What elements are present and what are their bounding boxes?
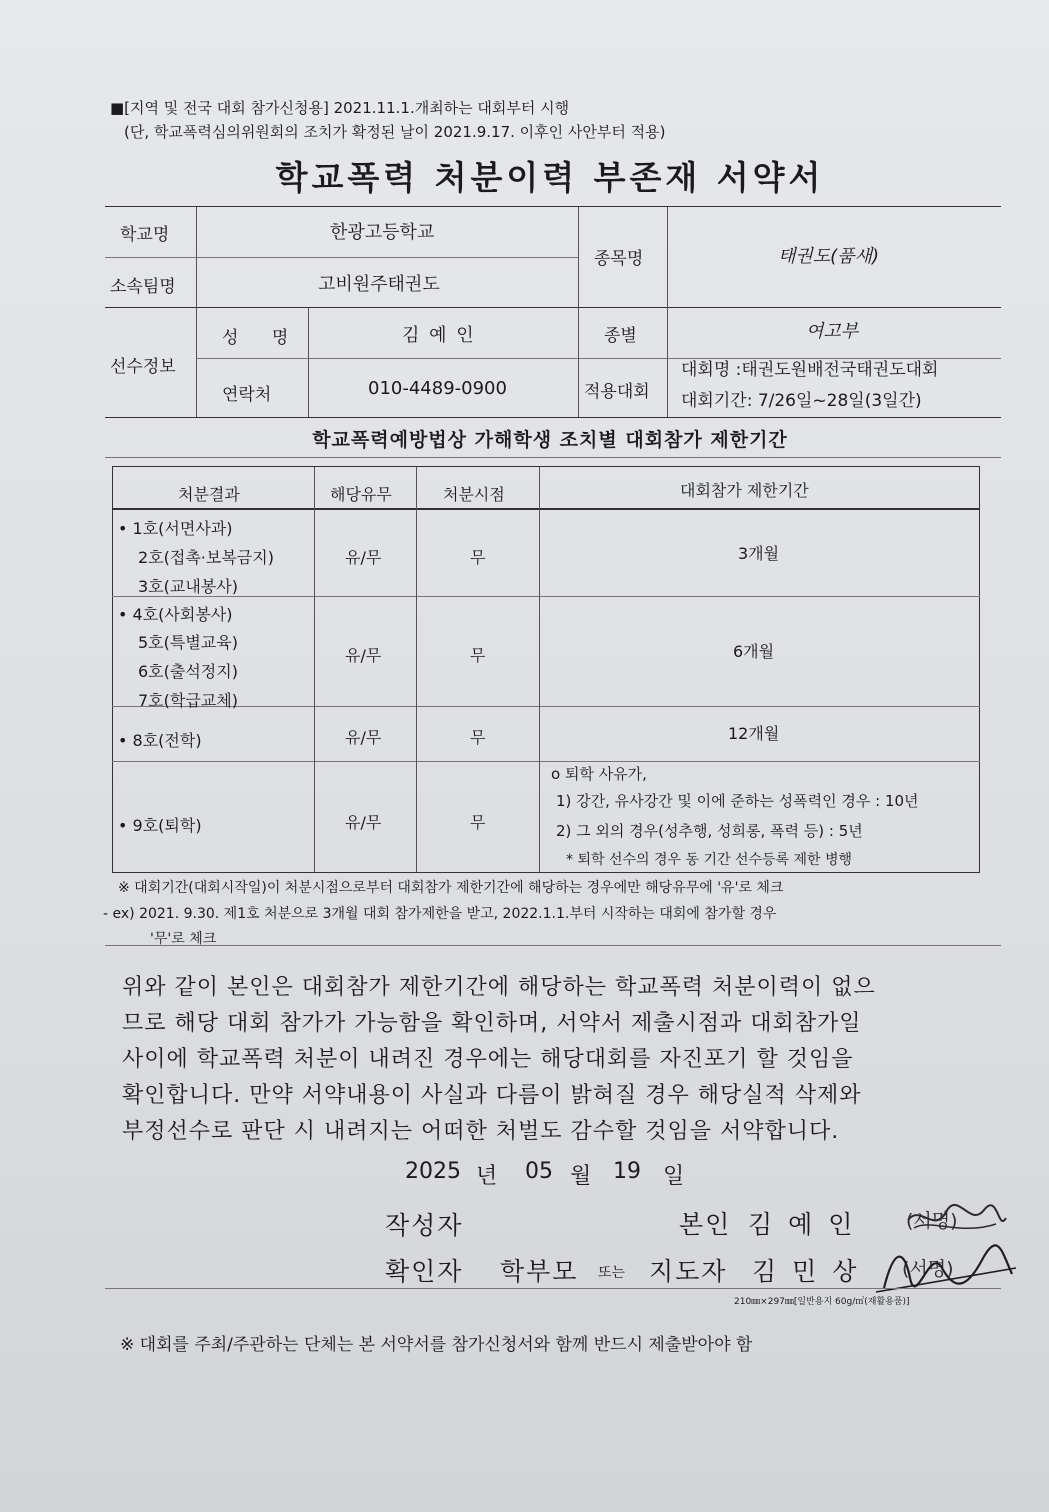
note-line-1: ※ 대회기간(대회시작일)이 처분시점으로부터 대회참가 제한기간에 해당하는 경우에만 해당유무에 '유'로 체크 xyxy=(118,880,784,896)
header-applicable: 해당유무 xyxy=(330,485,392,504)
confirmer-role-coach: 지도자 xyxy=(649,1257,728,1286)
writer-seal: (서명) xyxy=(906,1210,958,1232)
info-col-divider-1 xyxy=(196,207,197,417)
row4-period-line-2: 1) 강간, 유사강간 및 이에 준하는 성폭력인 경우 : 10년 xyxy=(556,792,919,810)
row2-result-2: 5호(특별교육) xyxy=(138,633,238,652)
pledge-line-5: 부정선수로 판단 시 내려지는 어떠한 처벌도 감수할 것임을 서약합니다. xyxy=(122,1119,840,1144)
player-name-value: 김 예 인 xyxy=(402,325,476,346)
signature-divider xyxy=(105,1288,1001,1289)
category-label: 종별 xyxy=(604,326,637,346)
row1-result-2: 2호(접촉·보복금지) xyxy=(138,548,274,567)
restriction-table xyxy=(112,466,980,873)
restriction-title: 학교폭력예방법상 가해학생 조치별 대회참가 제한기간 xyxy=(312,429,788,451)
table-header-divider xyxy=(112,508,980,510)
event-name-label: 종목명 xyxy=(594,249,644,269)
date-month-unit: 월 xyxy=(570,1164,592,1189)
contact-value: 010-4489-0900 xyxy=(368,378,507,399)
writer-signature-scribble xyxy=(900,1198,1010,1242)
contact-label: 연락처 xyxy=(222,385,272,405)
info-top-border xyxy=(105,206,1001,207)
row4-result-1: • 9호(퇴학) xyxy=(118,816,202,835)
info-col-divider-3 xyxy=(578,207,579,417)
table-col-divider-1 xyxy=(314,467,315,872)
row2-timing: 무 xyxy=(470,646,486,665)
school-name-value: 한광고등학교 xyxy=(330,222,435,243)
date-day-unit: 일 xyxy=(663,1164,685,1189)
row2-applicable: 유/무 xyxy=(345,646,382,665)
row4-applicable: 유/무 xyxy=(345,813,382,832)
table-col-divider-2 xyxy=(416,467,417,872)
confirmer-signature-scribble xyxy=(870,1238,1020,1302)
confirmer-role-parent: 학부모 xyxy=(500,1257,579,1286)
info-row-divider-1 xyxy=(105,257,578,258)
date-year: 2025 xyxy=(405,1159,461,1184)
date-year-unit: 년 xyxy=(476,1164,498,1189)
row1-applicable: 유/무 xyxy=(345,548,382,567)
table-row-divider-1 xyxy=(112,596,980,597)
school-name-label: 학교명 xyxy=(120,225,170,245)
or-text: 또는 xyxy=(598,1265,626,1281)
info-col-divider-2 xyxy=(308,308,309,417)
table-row-divider-2 xyxy=(112,706,980,707)
competition-period: 대회기간: 7/26일~28일(3일간) xyxy=(681,391,922,411)
row4-timing: 무 xyxy=(470,813,486,832)
event-name-value: 태권도(품새) xyxy=(778,246,879,267)
player-info-label: 선수정보 xyxy=(110,357,176,377)
note-line-2: - ex) 2021. 9.30. 제1호 처분으로 3개월 대회 참가제한을 받고, 2022.1.1.부터 시작하는 대회에 참가할 경우 xyxy=(103,906,777,922)
notes-divider xyxy=(105,945,1001,946)
player-name-label: 성 명 xyxy=(222,328,303,348)
writer-role: 본인 xyxy=(679,1210,732,1239)
info-bottom-border xyxy=(105,417,1001,418)
pledge-line-3: 사이에 학교폭력 처분이 내려진 경우에는 해당대회를 자진포기 할 것임을 xyxy=(122,1047,854,1072)
info-row-divider-2 xyxy=(105,307,1001,308)
row4-period-line-3: 2) 그 외의 경우(성추행, 성희롱, 폭력 등) : 5년 xyxy=(556,822,863,840)
date-month: 05 xyxy=(525,1159,553,1184)
table-col-divider-3 xyxy=(539,467,540,872)
row3-result-1: • 8호(전학) xyxy=(118,731,202,750)
competition-label: 적용대회 xyxy=(584,382,650,402)
note-line-3: '무'로 체크 xyxy=(150,931,217,947)
header-period: 대회참가 제한기간 xyxy=(680,481,809,500)
pledge-line-1: 위와 같이 본인은 대회참가 제한기간에 해당하는 학교폭력 처분이력이 없으 xyxy=(122,975,876,1000)
paper-spec: 210㎜×297㎜[일반용지 60g/㎡(재활용품)] xyxy=(734,1297,910,1307)
row3-period: 12개월 xyxy=(728,724,780,743)
team-name-label: 소속팀명 xyxy=(110,277,176,297)
row1-result-3: 3호(교내봉사) xyxy=(138,577,238,596)
row3-applicable: 유/무 xyxy=(345,728,382,747)
header-result: 처분결과 xyxy=(178,485,240,504)
footer-note: ※ 대회를 주최/주관하는 단체는 본 서약서를 참가신청서와 함께 반드시 제출받아야 함 xyxy=(120,1335,753,1355)
subtitle-underline xyxy=(105,457,1001,458)
row1-period: 3개월 xyxy=(738,544,780,563)
row2-result-3: 6호(출석정지) xyxy=(138,662,238,681)
header-timing: 처분시점 xyxy=(443,485,505,504)
row1-result-1: • 1호(서면사과) xyxy=(118,519,233,538)
pledge-line-2: 므로 해당 대회 참가가 가능함을 확인하며, 서약서 제출시점과 대회참가일 xyxy=(122,1011,862,1036)
date-day: 19 xyxy=(613,1159,641,1184)
team-name-value: 고비원주태권도 xyxy=(318,274,440,295)
confirmer-seal: (서명) xyxy=(902,1258,954,1280)
row1-timing: 무 xyxy=(470,548,486,567)
row3-timing: 무 xyxy=(470,728,486,747)
confirmer-label: 확인자 xyxy=(385,1257,464,1286)
info-col-divider-4 xyxy=(667,207,668,417)
confirmer-name: 김 민 상 xyxy=(752,1257,861,1286)
competition-name: 대회명 :태권도원배전국태권도대회 xyxy=(681,360,939,380)
row4-period-line-4: * 퇴학 선수의 경우 동 기간 선수등록 제한 병행 xyxy=(566,852,853,868)
notice-line-2: (단, 학교폭력심의위원회의 조치가 확정된 날이 2021.9.17. 이후인 사안부터 적용) xyxy=(124,123,666,141)
writer-name: 김 예 인 xyxy=(748,1210,857,1239)
table-row-divider-3 xyxy=(112,761,980,762)
row2-result-4: 7호(학급교체) xyxy=(138,691,238,710)
row2-period: 6개월 xyxy=(733,642,775,661)
pledge-line-4: 확인합니다. 만약 서약내용이 사실과 다름이 밝혀질 경우 해당실적 삭제와 xyxy=(122,1083,862,1108)
notice-line-1: ■[지역 및 전국 대회 참가신청용] 2021.11.1.개최하는 대회부터 시행 xyxy=(110,99,570,117)
row2-result-1: • 4호(사회봉사) xyxy=(118,605,233,624)
document-title: 학교폭력 처분이력 부존재 서약서 xyxy=(275,158,825,197)
category-value: 여고부 xyxy=(806,321,859,342)
writer-label: 작성자 xyxy=(385,1211,464,1240)
row4-period-line-1: o 퇴학 사유가, xyxy=(551,765,647,783)
